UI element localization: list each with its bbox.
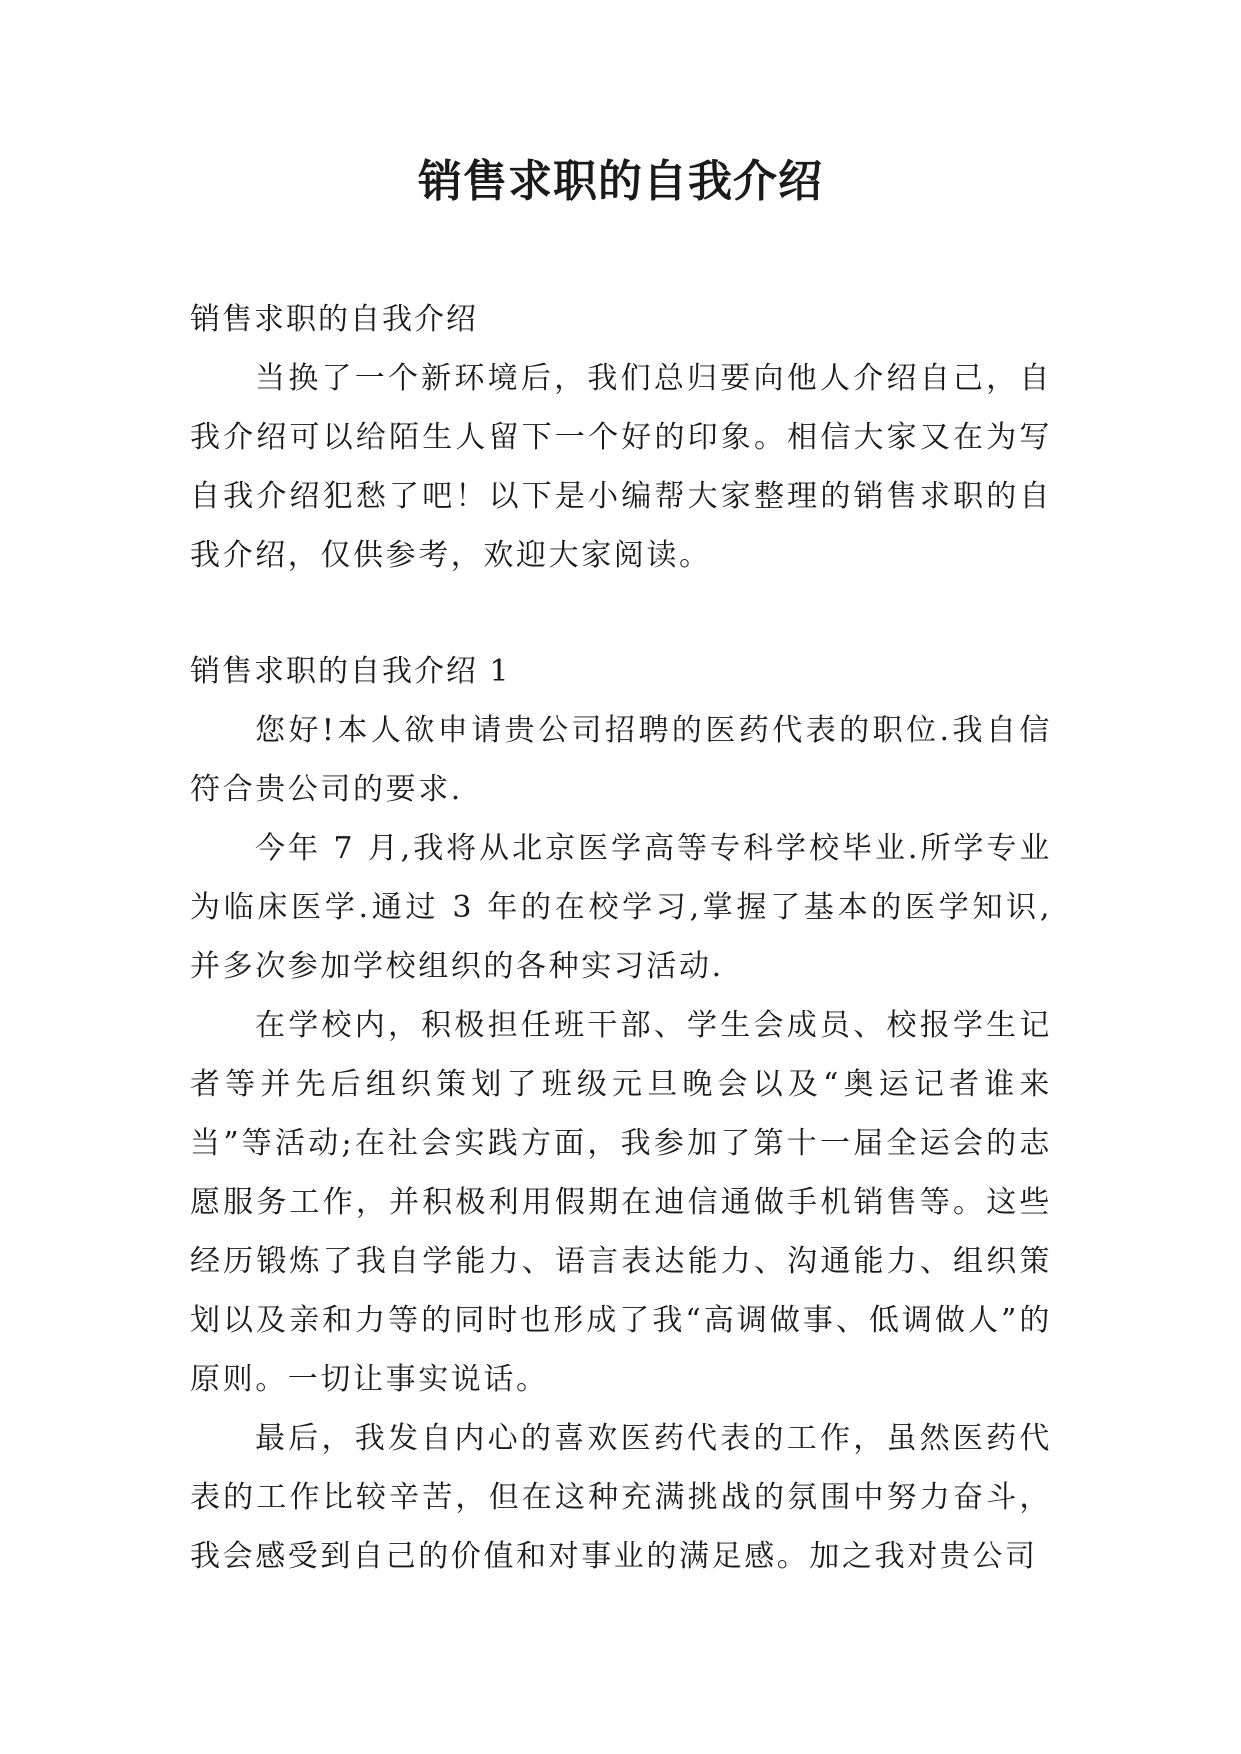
body-paragraph: 最后，我发自内心的喜欢医药代表的工作，虽然医药代表的工作比较辛苦，但在这种充满挑战的氛围中努力奋斗，我会感受到自己的价值和对事业的满足感。加之我对贵公司 bbox=[190, 1421, 1052, 1574]
body-paragraph: 今年 7 月,我将从北京医学高等专科学校毕业.所学专业为临床医学.通过 3 年的在校学习,掌握了基本的医学知识,并多次参加学校组织的各种实习活动. bbox=[190, 831, 1052, 984]
intro-paragraph: 当换了一个新环境后，我们总归要向他人介绍自己，自我介绍可以给陌生人留下一个好的印象。相信大家又在为写自我介绍犯愁了吧！以下是小编帮大家整理的销售求职的自我介绍，仅供参考，欢迎大家阅读。 bbox=[190, 361, 1052, 573]
document-title: 销售求职的自我介绍 bbox=[418, 156, 823, 207]
body-paragraph: 在学校内，积极担任班干部、学生会成员、校报学生记者等并先后组织策划了班级元旦晚会以及“奥运记者谁来当”等活动;在社会实践方面，我参加了第十一届全运会的志愿服务工作，并积极利用假期在迪信通做手机销售等。这些经历锻炼了我自学能力、语言表达能力、沟通能力、组织策划以及亲和力等的同时也形成了我“高调做事、低调做人”的原则。一切让事实说话。 bbox=[190, 1008, 1052, 1397]
section1-heading: 销售求职的自我介绍 1 bbox=[190, 654, 511, 689]
body-paragraph: 您好!本人欲申请贵公司招聘的医药代表的职位.我自信符合贵公司的要求. bbox=[190, 713, 1052, 807]
intro-heading: 销售求职的自我介绍 bbox=[190, 302, 478, 337]
document-body bbox=[190, 290, 1052, 1586]
